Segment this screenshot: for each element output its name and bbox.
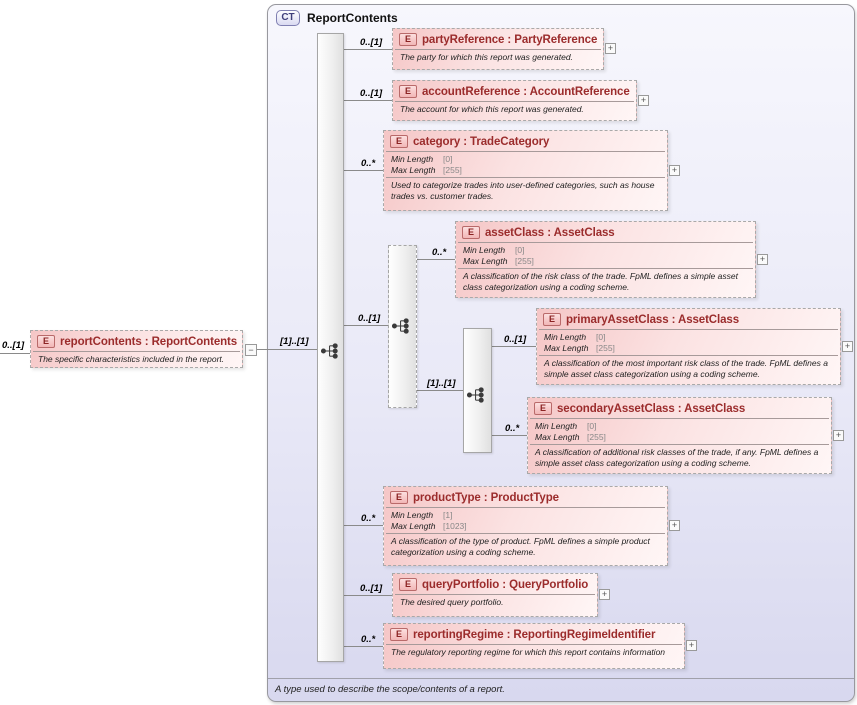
element-description: The regulatory reporting regime for which this report contains information [386, 644, 682, 661]
facet-value: [0] [587, 421, 597, 431]
element-title: assetClass : AssetClass [485, 226, 615, 239]
element-box-reportcontents[interactable] [30, 330, 243, 368]
facet-list [530, 418, 829, 444]
element-icon: E [534, 402, 552, 415]
element-description: The account for which this report was generated. [395, 101, 634, 118]
element-title: category : TradeCategory [413, 135, 550, 148]
facet-list [458, 242, 753, 268]
element-description: A classification of additional risk classes of the trade, if any. FpML defines a simple asset class categorization using a coding scheme. [530, 444, 829, 471]
facet-label: Max Length [391, 164, 436, 175]
element-box-queryportfolio[interactable] [392, 573, 608, 617]
element-icon: E [399, 578, 417, 591]
element-box-reportingregime[interactable] [383, 623, 695, 669]
element-title: secondaryAssetClass : AssetClass [557, 402, 746, 415]
element-description: A classification of the risk class of the trade. FpML defines a simple asset class categorization using a coding scheme. [458, 268, 753, 295]
facet-label: Min Length [544, 332, 587, 342]
facet-label: Min Length [391, 510, 434, 520]
element-title: accountReference : AccountReference [422, 85, 630, 98]
cardinality-label: 0..[1] [2, 340, 25, 351]
cardinality-label: 0..[1] [360, 583, 383, 594]
cardinality-label: [1]..[1] [280, 336, 309, 347]
element-header [384, 487, 667, 507]
element-icon: E [399, 85, 417, 98]
element-box-assetclass[interactable] [455, 221, 766, 298]
facet-row [535, 432, 824, 443]
element-box-producttype[interactable] [383, 486, 678, 566]
expand-toggle[interactable]: + [757, 254, 768, 265]
element-icon: E [543, 313, 561, 326]
facet-row [544, 332, 833, 343]
element-header [384, 624, 684, 644]
sequence-bar[interactable] [317, 33, 344, 662]
element-title: reportingRegime : ReportingRegimeIdentifier [413, 628, 656, 641]
facet-label: Min Length [463, 245, 506, 255]
element-title: productType : ProductType [413, 491, 559, 504]
element-icon: E [390, 628, 408, 641]
element-header [456, 222, 755, 242]
facet-value: [0] [596, 332, 606, 342]
element-title: queryPortfolio : QueryPortfolio [422, 578, 589, 591]
element-description: A classification of the type of product. FpML defines a simple product categorization using a coding scheme. [386, 533, 665, 560]
connector-line [344, 595, 392, 596]
complex-type-title: ReportContents [307, 11, 398, 25]
element-title: reportContents : ReportContents [60, 335, 238, 348]
cardinality-label: 0..* [361, 634, 376, 645]
element-box-category[interactable] [383, 130, 678, 211]
element-description: Used to categorize trades into user-defined categories, such as house trades vs. customer trades. [386, 177, 665, 204]
connector-line [344, 170, 383, 171]
connector-line [491, 435, 527, 436]
sequence-bar[interactable] [388, 245, 417, 408]
element-header [31, 331, 242, 351]
cardinality-label: 0..[1] [504, 334, 527, 345]
facet-row [391, 521, 660, 532]
facet-label: Max Length [463, 255, 508, 266]
element-header [393, 81, 636, 101]
facet-row [391, 154, 660, 165]
element-icon: E [462, 226, 480, 239]
facet-value: [255] [587, 431, 606, 442]
cardinality-label: 0..* [361, 158, 376, 169]
element-description: The party for which this report was generated. [395, 49, 601, 66]
element-description: A classification of the most important risk class of the trade. FpML defines a simple asset class categorization using a coding scheme. [539, 355, 838, 382]
element-title: primaryAssetClass : AssetClass [566, 313, 739, 326]
facet-row [463, 245, 748, 256]
cardinality-label: 0..[1] [360, 37, 383, 48]
facet-label: Max Length [391, 520, 436, 531]
facet-row [463, 256, 748, 267]
facet-value: [255] [515, 255, 534, 266]
element-header [537, 309, 840, 329]
complex-type-header [276, 10, 398, 26]
cardinality-label: 0..* [361, 513, 376, 524]
expand-toggle[interactable]: + [638, 95, 649, 106]
element-header [393, 29, 603, 49]
cardinality-label: 0..[1] [360, 88, 383, 99]
facet-value: [255] [596, 342, 615, 353]
facet-label: Min Length [535, 421, 578, 431]
element-description: The specific characteristics included in the report. [33, 351, 240, 368]
connector-line [416, 259, 455, 260]
facet-row [544, 343, 833, 354]
facet-value: [0] [515, 245, 525, 255]
expand-toggle[interactable]: + [842, 341, 853, 352]
connector-line [0, 353, 30, 354]
connector-line [344, 49, 392, 50]
connector-line [491, 346, 536, 347]
facet-list [386, 151, 665, 177]
element-box-secondaryassetclass[interactable] [527, 397, 842, 474]
cardinality-label: 0..* [432, 247, 447, 258]
element-icon: E [37, 335, 55, 348]
connector-line [344, 646, 383, 647]
complex-type-icon: CT [276, 10, 300, 26]
cardinality-label: 0..* [505, 423, 520, 434]
facet-label: Min Length [391, 154, 434, 164]
connector-line [344, 325, 388, 326]
element-description: The desired query portfolio. [395, 594, 595, 611]
element-icon: E [390, 491, 408, 504]
cardinality-label: [1]..[1] [427, 378, 456, 389]
element-box-primaryassetclass[interactable] [536, 308, 851, 385]
facet-row [391, 165, 660, 176]
expand-toggle[interactable]: + [686, 640, 697, 651]
cardinality-label: 0..[1] [358, 313, 381, 324]
element-icon: E [399, 33, 417, 46]
connector-line [256, 349, 317, 350]
facet-label: Max Length [544, 342, 589, 353]
sequence-icon [467, 387, 486, 403]
expand-toggle[interactable]: + [669, 165, 680, 176]
facet-list [386, 507, 665, 533]
expand-toggle[interactable]: + [599, 589, 610, 600]
element-header [528, 398, 831, 418]
expand-toggle[interactable]: + [605, 43, 616, 54]
expand-toggle[interactable]: + [833, 430, 844, 441]
facet-value: [255] [443, 164, 462, 175]
facet-value: [1] [443, 510, 453, 520]
connector-line [344, 100, 392, 101]
element-box-partyreference[interactable] [392, 28, 614, 70]
connector-line [416, 390, 463, 391]
complex-type-annotation: A type used to describe the scope/contents of a report. [268, 678, 854, 701]
sequence-bar[interactable] [463, 328, 492, 453]
facet-value: [0] [443, 154, 453, 164]
facet-row [535, 421, 824, 432]
element-box-accountreference[interactable] [392, 80, 647, 121]
facet-value: [1023] [443, 520, 467, 531]
expand-toggle[interactable]: + [669, 520, 680, 531]
element-header [393, 574, 597, 594]
sequence-icon [392, 318, 411, 334]
element-icon: E [390, 135, 408, 148]
facet-label: Max Length [535, 431, 580, 442]
element-title: partyReference : PartyReference [422, 33, 598, 46]
collapse-toggle[interactable]: − [245, 344, 257, 356]
facet-list [539, 329, 838, 355]
sequence-icon [321, 343, 340, 359]
facet-row [391, 510, 660, 521]
element-header [384, 131, 667, 151]
connector-line [344, 525, 383, 526]
